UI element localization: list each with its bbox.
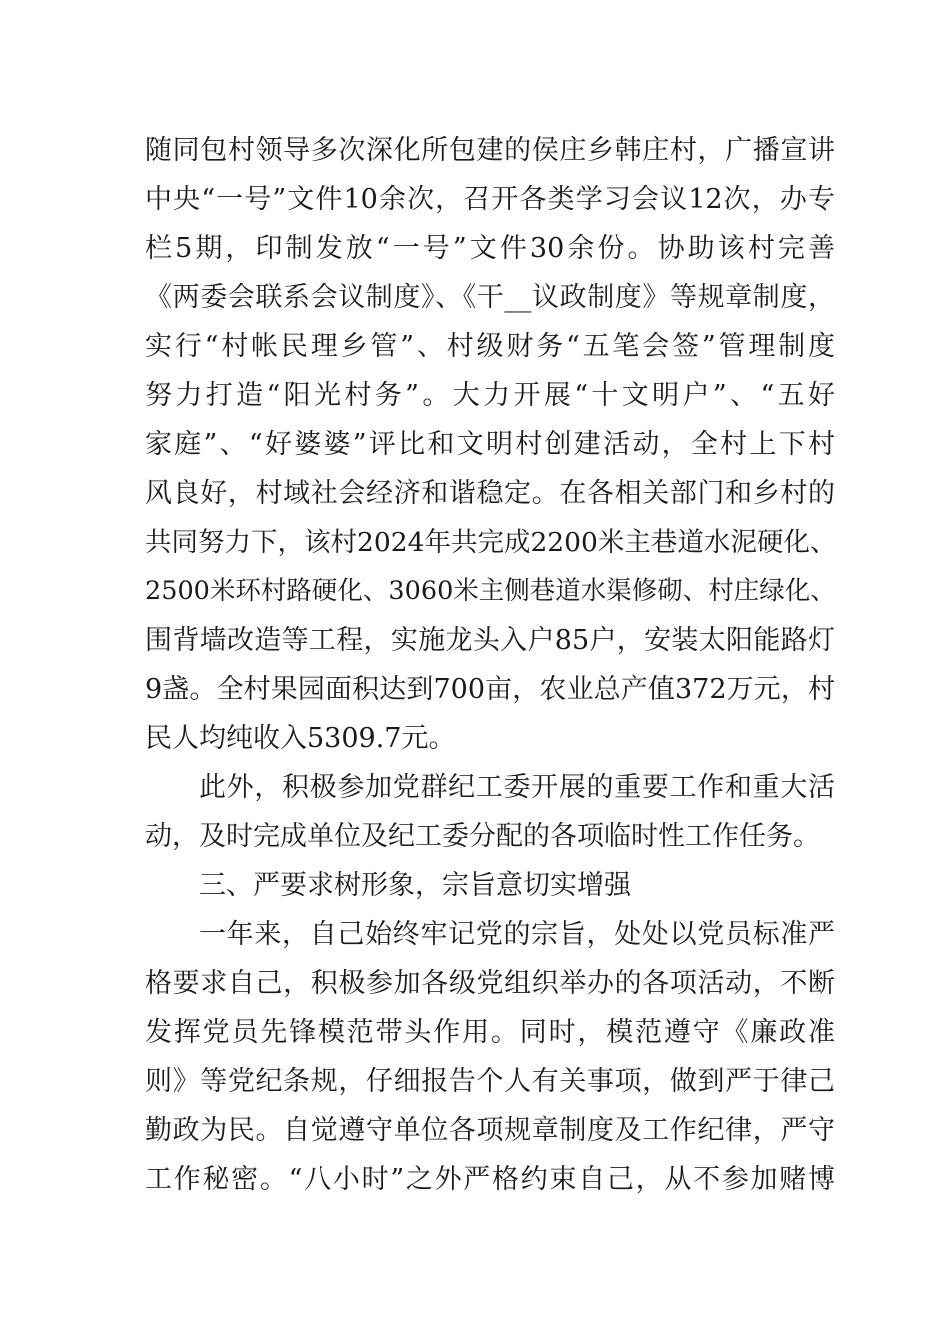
text-line: 《两委会联系会议制度》、《干__议政制度》等规章制度， [145, 282, 835, 313]
text-line: 2500米环村路硬化、3060米主侧巷道水渠修砌、村庄绿化、 [145, 576, 836, 606]
text-line: 三、严要求树形象，宗旨意切实增强 [199, 870, 631, 901]
body-text [145, 126, 835, 1204]
text-line: 勤政为民。自觉遵守单位各项规章制度及工作纪律，严守 [145, 1115, 835, 1146]
text-line: 共同努力下，该村2024年共完成2200米主巷道水泥硬化、 [145, 527, 837, 558]
text-line: 民人均纯收入5309.7元。 [145, 723, 456, 754]
text-line: 9盏。全村果园面积达到700亩，农业总产值372万元，村 [145, 674, 835, 705]
text-line: 此外，积极参加党群纪工委开展的重要工作和重大活 [199, 772, 835, 803]
text-line: 围背墙改造等工程，实施龙头入户85户，安装太阳能路灯 [145, 625, 835, 656]
text-line: 则》等党纪条规，仔细报告个人有关事项，做到严于律己 [145, 1066, 835, 1097]
text-line: 栏5期，印制发放“一号”文件30余份。协助该村完善 [145, 233, 835, 264]
text-line: 家庭”、“好婆婆”评比和文明村创建活动，全村上下村 [145, 429, 835, 460]
text-line: 格要求自己，积极参加各级党组织举办的各项活动，不断 [145, 968, 835, 999]
text-line: 一年来，自己始终牢记党的宗旨，处处以党员标准严 [199, 919, 835, 950]
text-line: 工作秘密。“八小时”之外严格约束自己，从不参加赌博 [145, 1164, 835, 1195]
text-line: 中央“一号”文件10余次，召开各类学习会议12次，办专 [145, 184, 835, 215]
text-line: 发挥党员先锋模范带头作用。同时，模范遵守《廉政准 [145, 1017, 835, 1048]
text-line: 动，及时完成单位及纪工委分配的各项临时性工作任务。 [145, 821, 820, 852]
text-line: 努力打造“阳光村务”。大力开展“十文明户”、“五好 [145, 380, 835, 411]
text-line: 随同包村领导多次深化所包建的侯庄乡韩庄村，广播宣讲 [145, 135, 835, 166]
text-line: 风良好，村域社会经济和谐稳定。在各相关部门和乡村的 [145, 478, 835, 509]
text-line: 实行“村帐民理乡管”、村级财务“五笔会签”管理制度 [145, 331, 835, 362]
